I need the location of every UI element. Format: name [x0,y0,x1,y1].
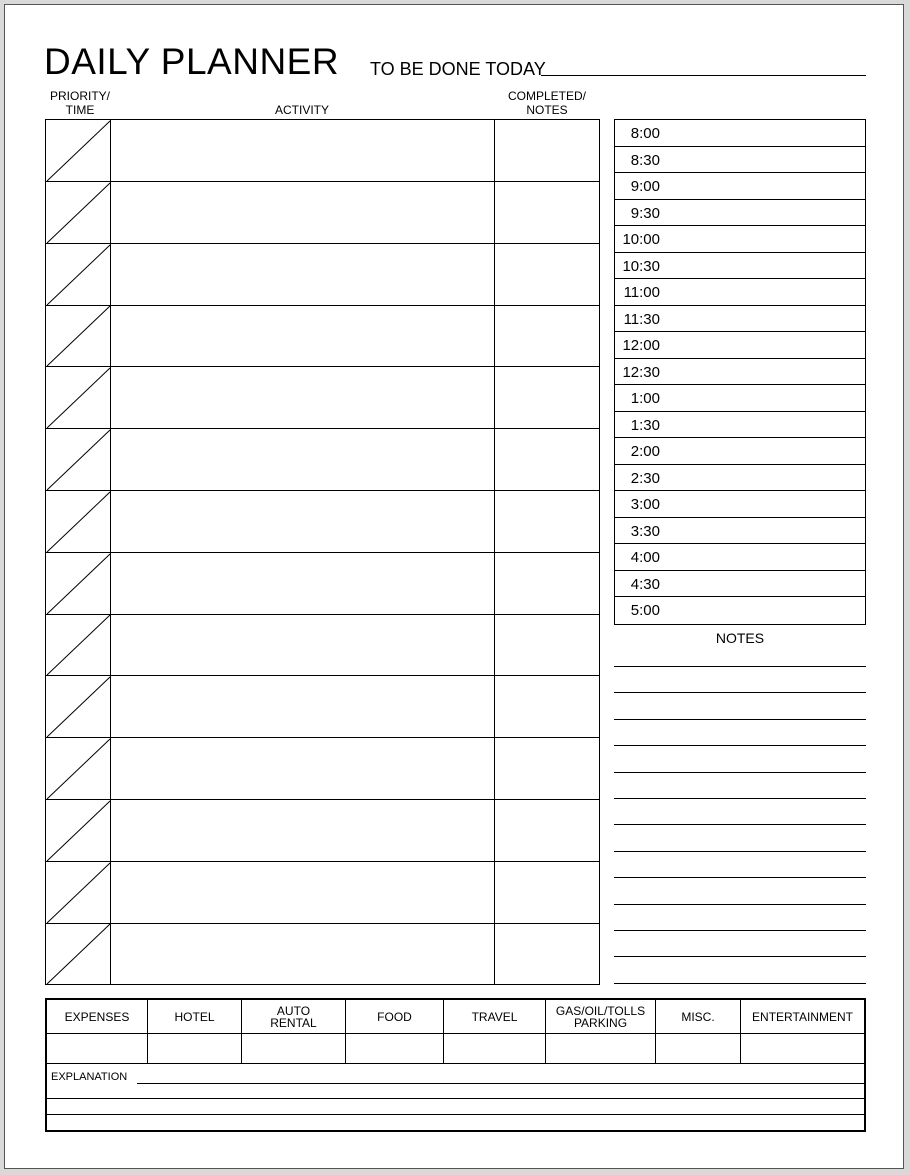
time-slot-row[interactable] [615,412,865,439]
note-line[interactable] [614,666,866,667]
time-slot-row[interactable] [615,359,865,386]
completed-notes-cell[interactable] [495,305,599,366]
priority-time-cell[interactable] [46,676,111,737]
activity-cell[interactable] [111,367,495,428]
completed-notes-cell[interactable] [495,862,599,923]
activity-table [45,119,600,985]
time-slot-label: 9:30 [630,204,660,222]
activity-row [46,182,599,244]
diagonal-divider-icon [46,367,111,429]
priority-time-cell[interactable] [46,614,111,675]
diagonal-divider-icon [46,614,111,676]
priority-time-cell[interactable] [46,305,111,366]
expense-value-cell[interactable] [656,1033,741,1063]
activity-row [46,862,599,924]
explanation-label: EXPLANATION [51,1071,128,1083]
activity-row [46,923,599,985]
activity-cell[interactable] [111,305,495,366]
time-slot-row[interactable] [615,173,865,200]
diagonal-divider-icon [46,738,111,800]
expense-value-cell[interactable] [47,1033,148,1063]
planner-page [4,4,904,1169]
activity-cell[interactable] [111,923,495,985]
time-slot-label: 3:00 [630,496,660,513]
note-line[interactable] [614,930,866,931]
diagonal-divider-icon [46,120,111,182]
time-slot-row[interactable] [615,465,865,492]
note-line[interactable] [614,904,866,905]
activity-cell[interactable] [111,738,495,799]
time-slot-label: 4:00 [630,549,660,566]
expense-header: GAS/OIL/TOLLS PARKING [546,1000,656,1033]
time-slot-label: 3:30 [630,522,660,540]
time-slot-label: 12:00 [622,337,660,354]
note-line[interactable] [614,692,866,693]
activity-row [46,491,599,553]
expense-value-cell[interactable] [148,1033,242,1063]
note-line[interactable] [614,824,866,825]
completed-notes-header: COMPLETED/ NOTES [507,89,586,117]
expense-value-cell[interactable] [346,1033,444,1063]
expenses-divider [47,1063,864,1064]
time-slot-label: 9:00 [630,178,660,195]
time-slot-label: 2:30 [630,469,660,487]
diagonal-divider-icon [46,862,111,924]
activity-row [46,367,599,429]
priority-time-cell[interactable] [46,862,111,923]
priority-time-cell[interactable] [46,367,111,428]
time-slot-row[interactable] [615,306,865,333]
priority-time-cell[interactable] [46,800,111,861]
activity-row [46,676,599,738]
time-slot-row[interactable] [615,226,865,253]
activity-row [46,429,599,491]
time-slot-label: 11:00 [623,284,660,301]
priority-time-cell[interactable] [46,738,111,799]
time-slot-row[interactable] [615,279,865,306]
activity-cell[interactable] [111,120,495,181]
completed-notes-cell[interactable] [495,738,599,799]
diagonal-divider-icon [46,553,111,615]
time-slot-label: 10:30 [622,257,660,275]
time-slot-row[interactable] [615,597,865,624]
to-be-done-label: TO BE DONE TODAY [370,59,546,79]
activity-cell[interactable] [111,429,495,490]
time-slot-row[interactable] [615,571,865,598]
completed-notes-cell[interactable] [495,244,599,305]
time-slot-row[interactable] [615,120,865,147]
expenses-table [45,998,866,1132]
activity-row [46,738,599,800]
activity-cell[interactable] [111,676,495,737]
diagonal-divider-icon [46,800,111,862]
time-slot-row[interactable] [615,518,865,545]
activity-cell[interactable] [111,553,495,614]
priority-time-cell[interactable] [46,491,111,552]
diagonal-divider-icon [46,305,111,367]
note-line[interactable] [614,719,866,720]
completed-notes-cell[interactable] [495,182,599,243]
expense-value-cell[interactable] [444,1033,546,1063]
explanation-line[interactable] [47,1114,864,1115]
completed-notes-cell[interactable] [495,676,599,737]
time-slot-label: 12:30 [622,363,660,381]
activity-row [46,305,599,367]
note-line[interactable] [614,956,866,957]
expense-header: AUTO RENTAL [242,1000,346,1033]
completed-notes-cell[interactable] [495,923,599,985]
activity-row [46,614,599,676]
page-title: DAILY PLANNER [44,41,340,82]
activity-row [46,800,599,862]
activity-cell[interactable] [111,244,495,305]
expense-header: FOOD [346,1000,444,1033]
time-slot-label: 11:30 [623,310,660,328]
activity-cell[interactable] [111,800,495,861]
diagonal-divider-icon [46,244,111,306]
diagonal-divider-icon [46,429,111,491]
activity-cell[interactable] [111,862,495,923]
completed-notes-cell[interactable] [495,553,599,614]
expense-value-cell[interactable] [741,1033,864,1063]
time-slot-label: 5:00 [630,602,660,619]
diagonal-divider-icon [46,923,111,985]
priority-time-cell[interactable] [46,553,111,614]
note-line[interactable] [614,798,866,799]
expense-value-cell[interactable] [242,1033,346,1063]
activity-cell[interactable] [111,491,495,552]
activity-row [46,553,599,615]
expense-header: ENTERTAINMENT [752,1009,853,1024]
note-line[interactable] [614,851,866,852]
activity-row [46,120,599,182]
activity-header: ACTIVITY [274,103,329,117]
priority-time-cell[interactable] [46,923,111,985]
expense-header: MISC. [656,1000,741,1033]
time-slot-row[interactable] [615,491,865,518]
activity-cell[interactable] [111,182,495,243]
note-line[interactable] [614,772,866,773]
priority-time-cell[interactable] [46,429,111,490]
expense-header-divider [47,1033,864,1034]
explanation-line[interactable] [47,1098,864,1099]
time-slot-row[interactable] [615,544,865,571]
time-slot-row[interactable] [615,385,865,412]
notes-title: NOTES [715,630,765,646]
time-schedule-table [614,119,866,625]
completed-notes-cell[interactable] [495,429,599,490]
completed-notes-cell[interactable] [495,120,599,181]
note-line[interactable] [614,983,866,984]
expense-header: HOTEL [148,1000,242,1033]
activity-cell[interactable] [111,614,495,675]
expense-header: TRAVEL [444,1000,546,1033]
completed-notes-cell[interactable] [495,800,599,861]
note-line[interactable] [614,877,866,878]
time-slot-label: 8:00 [630,125,660,142]
time-slot-row[interactable] [615,253,865,280]
diagonal-divider-icon [46,491,111,553]
expense-header: EXPENSES [47,1000,148,1033]
time-slot-row[interactable] [615,200,865,227]
time-slot-label: 4:30 [630,575,660,593]
completed-notes-cell[interactable] [495,614,599,675]
time-slot-label: 2:00 [630,443,660,460]
time-slot-row[interactable] [615,438,865,465]
priority-time-cell[interactable] [46,120,111,181]
priority-time-cell[interactable] [46,182,111,243]
priority-time-header: PRIORITY/ TIME [49,89,110,117]
time-slot-row[interactable] [615,332,865,359]
time-slot-label: 10:00 [622,231,660,248]
diagonal-divider-icon [46,182,111,244]
note-line[interactable] [614,745,866,746]
time-slot-label: 8:30 [630,151,660,169]
explanation-line[interactable] [137,1083,864,1084]
time-slot-row[interactable] [615,147,865,174]
diagonal-divider-icon [46,676,111,738]
to-be-done-line[interactable] [541,75,866,76]
priority-time-cell[interactable] [46,244,111,305]
expense-value-cell[interactable] [546,1033,656,1063]
activity-row [46,244,599,306]
completed-notes-cell[interactable] [495,367,599,428]
time-slot-label: 1:00 [630,390,660,407]
completed-notes-cell[interactable] [495,491,599,552]
time-slot-label: 1:30 [630,416,660,434]
